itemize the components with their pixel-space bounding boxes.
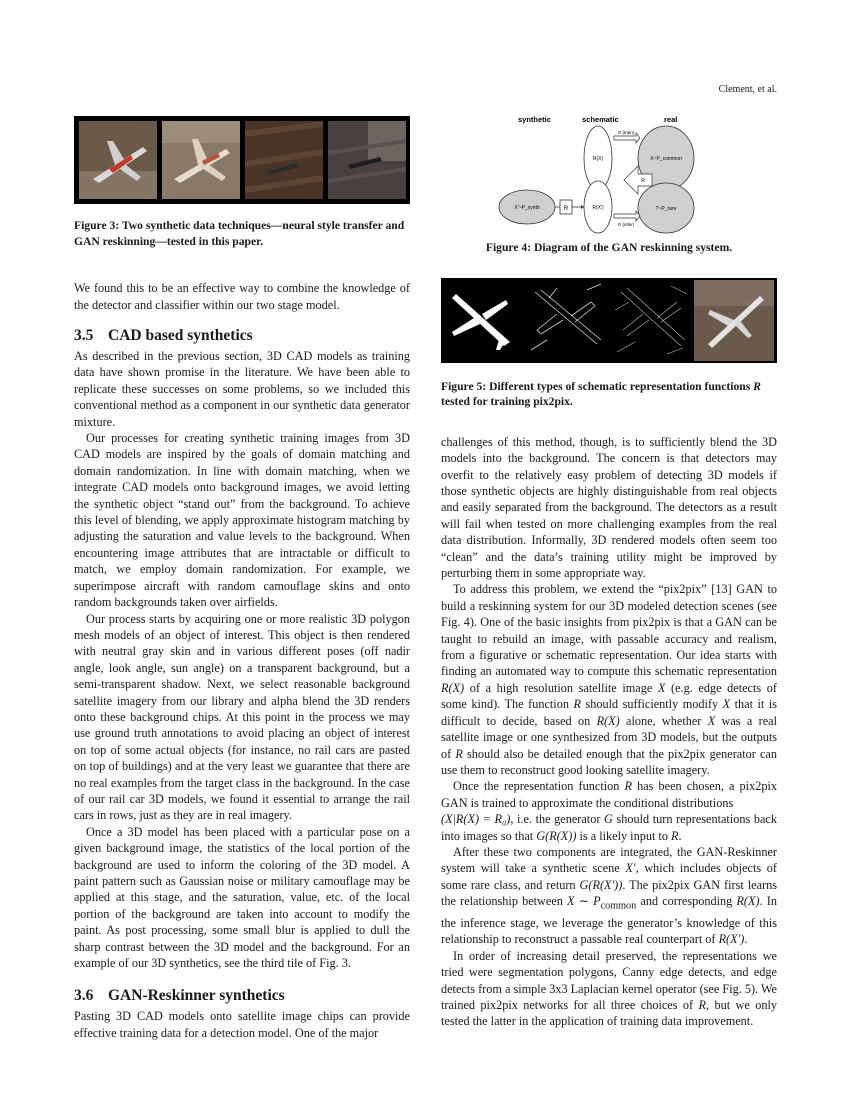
math-subscript: common (600, 900, 637, 912)
satellite-tile (694, 280, 774, 361)
text: is a likely input to (576, 828, 672, 843)
paragraph: We found this to be an effective way to combine the knowledge of the detector and classifier within our two stage model. (74, 281, 410, 312)
figure-4-caption: Figure 4: Diagram of the GAN reskinning system. (485, 241, 733, 254)
math: G(R(X)) (536, 828, 577, 843)
math: R (698, 998, 706, 1013)
math: R (573, 697, 581, 712)
paragraph: challenges of this method, though, is to sufficiently blend the 3D models into the background. The concern is that detectors may overfit to the relatively easy problem of detecting 3D models if those synthetic objects are highly distinguishable from real objects and easily separated from the background. The detectors as a result will fail when tested on more challenging examples from the real data distribution. Informally, 3D rendered models often seem too “clean” and the data’s training utility might be improved by perturbing them in some appropriate way. (441, 434, 777, 581)
text: , i.e. the generator (510, 812, 605, 827)
text: alone, whether (619, 713, 708, 728)
section-heading-3-6 (74, 986, 410, 1005)
section-title: CAD based synthetics (108, 327, 253, 344)
caption-text: tested for training pix2pix. (441, 395, 573, 409)
text: (e.g. edge detects of some kind). The function (441, 680, 777, 712)
text: has been chosen, a pix2pix GAN is trained to approximate the conditional distributions (441, 779, 777, 810)
text: was a real satellite image or one synthesized from 3D models, but the outputs of (441, 713, 777, 761)
arrow-g-train-label: G (train) (617, 130, 635, 135)
polygon-tile (527, 280, 607, 361)
paragraph (441, 844, 777, 948)
math: R (624, 779, 632, 794)
math: R(X) (441, 680, 465, 695)
paragraph: Our processes for creating synthetic training images from 3D CAD models are inspired by the goals of domain matching and domain randomization. In line with domain matching, when we integrate CAD models onto background images, we avoid letting the synthetic object “stand out” from the background. To achieve this level of blending, we apply approximate histogram matching by adjusting the saturation and value levels to the background. When encountering image attributes that are intractable or difficult to match, we employ domain randomization. For example, we superimpose aircraft with random camouflage skins and onto random backgrounds taken over airfields. (74, 431, 410, 610)
math: G (604, 812, 613, 827)
math: X (722, 697, 731, 712)
text: should turn representations back into images so that (441, 812, 777, 843)
paragraph: Once a 3D model has been placed with a particular pose on a given background image, the statistics of the local portion of the background are used to inform the coloring of the 3D model. A paint pattern such as Gaussian noise or military camouflage may be applied at this stage, and the saturation, value, etc. of the local portion of the background are taken into account to modify the paint. As post processing, some small blur is applied to dull the sharp contrast between the 3D model and the background. For an example of our 3D synthetics, see the third tile of Fig. 3. (74, 824, 410, 971)
math: R (455, 746, 463, 761)
caption-text: Figure 5: Different types of schematic representation functions (441, 379, 754, 393)
math: R(X) (736, 894, 760, 909)
paragraph (441, 778, 777, 844)
math: R(X) (596, 713, 620, 728)
paragraph (441, 581, 777, 778)
arrow-r-label: R (641, 178, 645, 184)
paragraph: As described in the previous section, 3D CAD models as training data have shown promise in the literature. We have been able to replicate these successes on some problems, so we included this conventional method as a component in our synthetic data generator mixture. (74, 349, 410, 429)
text: , which includes objects of some rare class, and return (441, 861, 777, 892)
paragraph (441, 948, 777, 1030)
railcar-gray-tile (328, 121, 406, 199)
arrow-g-infer (614, 211, 640, 221)
caption-variable: R (753, 379, 761, 393)
text: and corresponding (636, 894, 737, 909)
math: G(R(X′)) (579, 877, 623, 892)
label-synthetic: synthetic (518, 116, 551, 124)
math: X ∼ P (567, 894, 601, 909)
section-number: 3.6 (74, 987, 94, 1005)
paragraph: Pasting 3D CAD models onto satellite image chips can provide effective training data for a detection model. One of the major (74, 1009, 410, 1040)
text: , but we only tested the latter in the application of training data improvement. (441, 998, 777, 1029)
text: After these two components are integrated, the GAN-Reskinner system will take a synthetic scene (441, 844, 777, 876)
text: In order of increasing detail preserved, the representations we tried were segmentation polygons, Canny edge detects, and edge detects from a simple 3x3 Laplacian kernel operator (see Fig. 5). We trained pix2pix networks for all three choices of (441, 948, 777, 1013)
figure-5-image-strip (441, 278, 777, 363)
figure-5-caption (441, 379, 777, 410)
node-r-box-label: R (563, 206, 569, 212)
figure-3-image-strip (74, 116, 410, 204)
edges-tile (611, 280, 691, 361)
node-x-common-label: X~P_common (650, 156, 682, 162)
airplane-red-tile (79, 121, 157, 199)
node-x-rare-label: ?~P_rare (655, 206, 677, 212)
paragraph: Our process starts by acquiring one or more realistic 3D polygon mesh models of an object of interest. This object is then rendered with neutral gray skin and in various different poses (off nadir angle, look angle, sun angle) on a transparent background, but a semi-transparent shadow. Next, we select reasonable background satellite imagery from our library and alpha blend the 3D renders onto these background chips. At this point in the process we may use ground truth annotations to avoid placing an object of interest on top of some actual objects (for instance, no rail cars are pasted on top of buildings) and at the very least we guarantee that there are no real examples from the target class in the background. In the case of our rail car 3D models, we found it essential to arrange the rail cars in rows, just as they are in real imagery. (74, 611, 410, 823)
math: X′ (625, 861, 636, 876)
math: X (707, 713, 716, 728)
label-real: real (664, 116, 678, 124)
node-rx-label: R(X) (592, 156, 604, 162)
section-number: 3.5 (74, 327, 94, 344)
text: should also be detailed enough that the pix2pix generator can use them to reconstruct good looking satellite imagery. (441, 746, 777, 777)
airplane-tan-tile (162, 121, 240, 199)
section-title: GAN-Reskinner synthetics (108, 987, 285, 1005)
silhouette-tile (444, 280, 524, 361)
text: . (744, 932, 748, 947)
math: R(X′) (718, 932, 745, 947)
right-column (441, 116, 777, 1030)
figure-3-caption: Figure 3: Two synthetic data techniques—neural style transfer and GAN reskinning—tested in this paper. (74, 219, 405, 248)
running-head: Clement, et al. (718, 84, 777, 95)
math: X (657, 680, 666, 695)
railcar-tile (245, 121, 323, 199)
figure-4-diagram (496, 116, 796, 238)
math: R (671, 828, 679, 843)
text: Once the representation function (453, 779, 625, 794)
text: . In the inference stage, we leverage the generator’s knowledge of this relationship to reconstruct a passable real counterpart of (441, 894, 777, 947)
section-heading-3-5 (74, 326, 410, 345)
text: should sufficiently modify (580, 697, 723, 712)
math: (X|R(X) = R₀) (441, 812, 511, 827)
left-column (74, 116, 410, 1041)
text: To address this problem, we extend the “pix2pix” [13] GAN to build a reskinning system for our 3D modeled detection scenes (see Fig. 4). One of the basic insights from pix2pix is that a GAN can be taught to rebuild an image, with passable accuracy and realism, from a figurative or schematic representation. Our idea starts with finding an automated way to compute this schematic representation (441, 582, 777, 679)
node-rx-prime-label: R(X') (592, 205, 604, 211)
text: . (678, 828, 682, 843)
label-schematic: schematic (582, 116, 619, 124)
text: of a high resolution satellite image (464, 680, 658, 695)
arrow-g-infer-label: G (infer) (617, 222, 635, 227)
text: . The pix2pix GAN first learns the relationship between (441, 877, 778, 909)
node-x-synth-label: X'~P_synth (514, 205, 540, 211)
text: that it is difficult to decide, based on (441, 697, 777, 728)
